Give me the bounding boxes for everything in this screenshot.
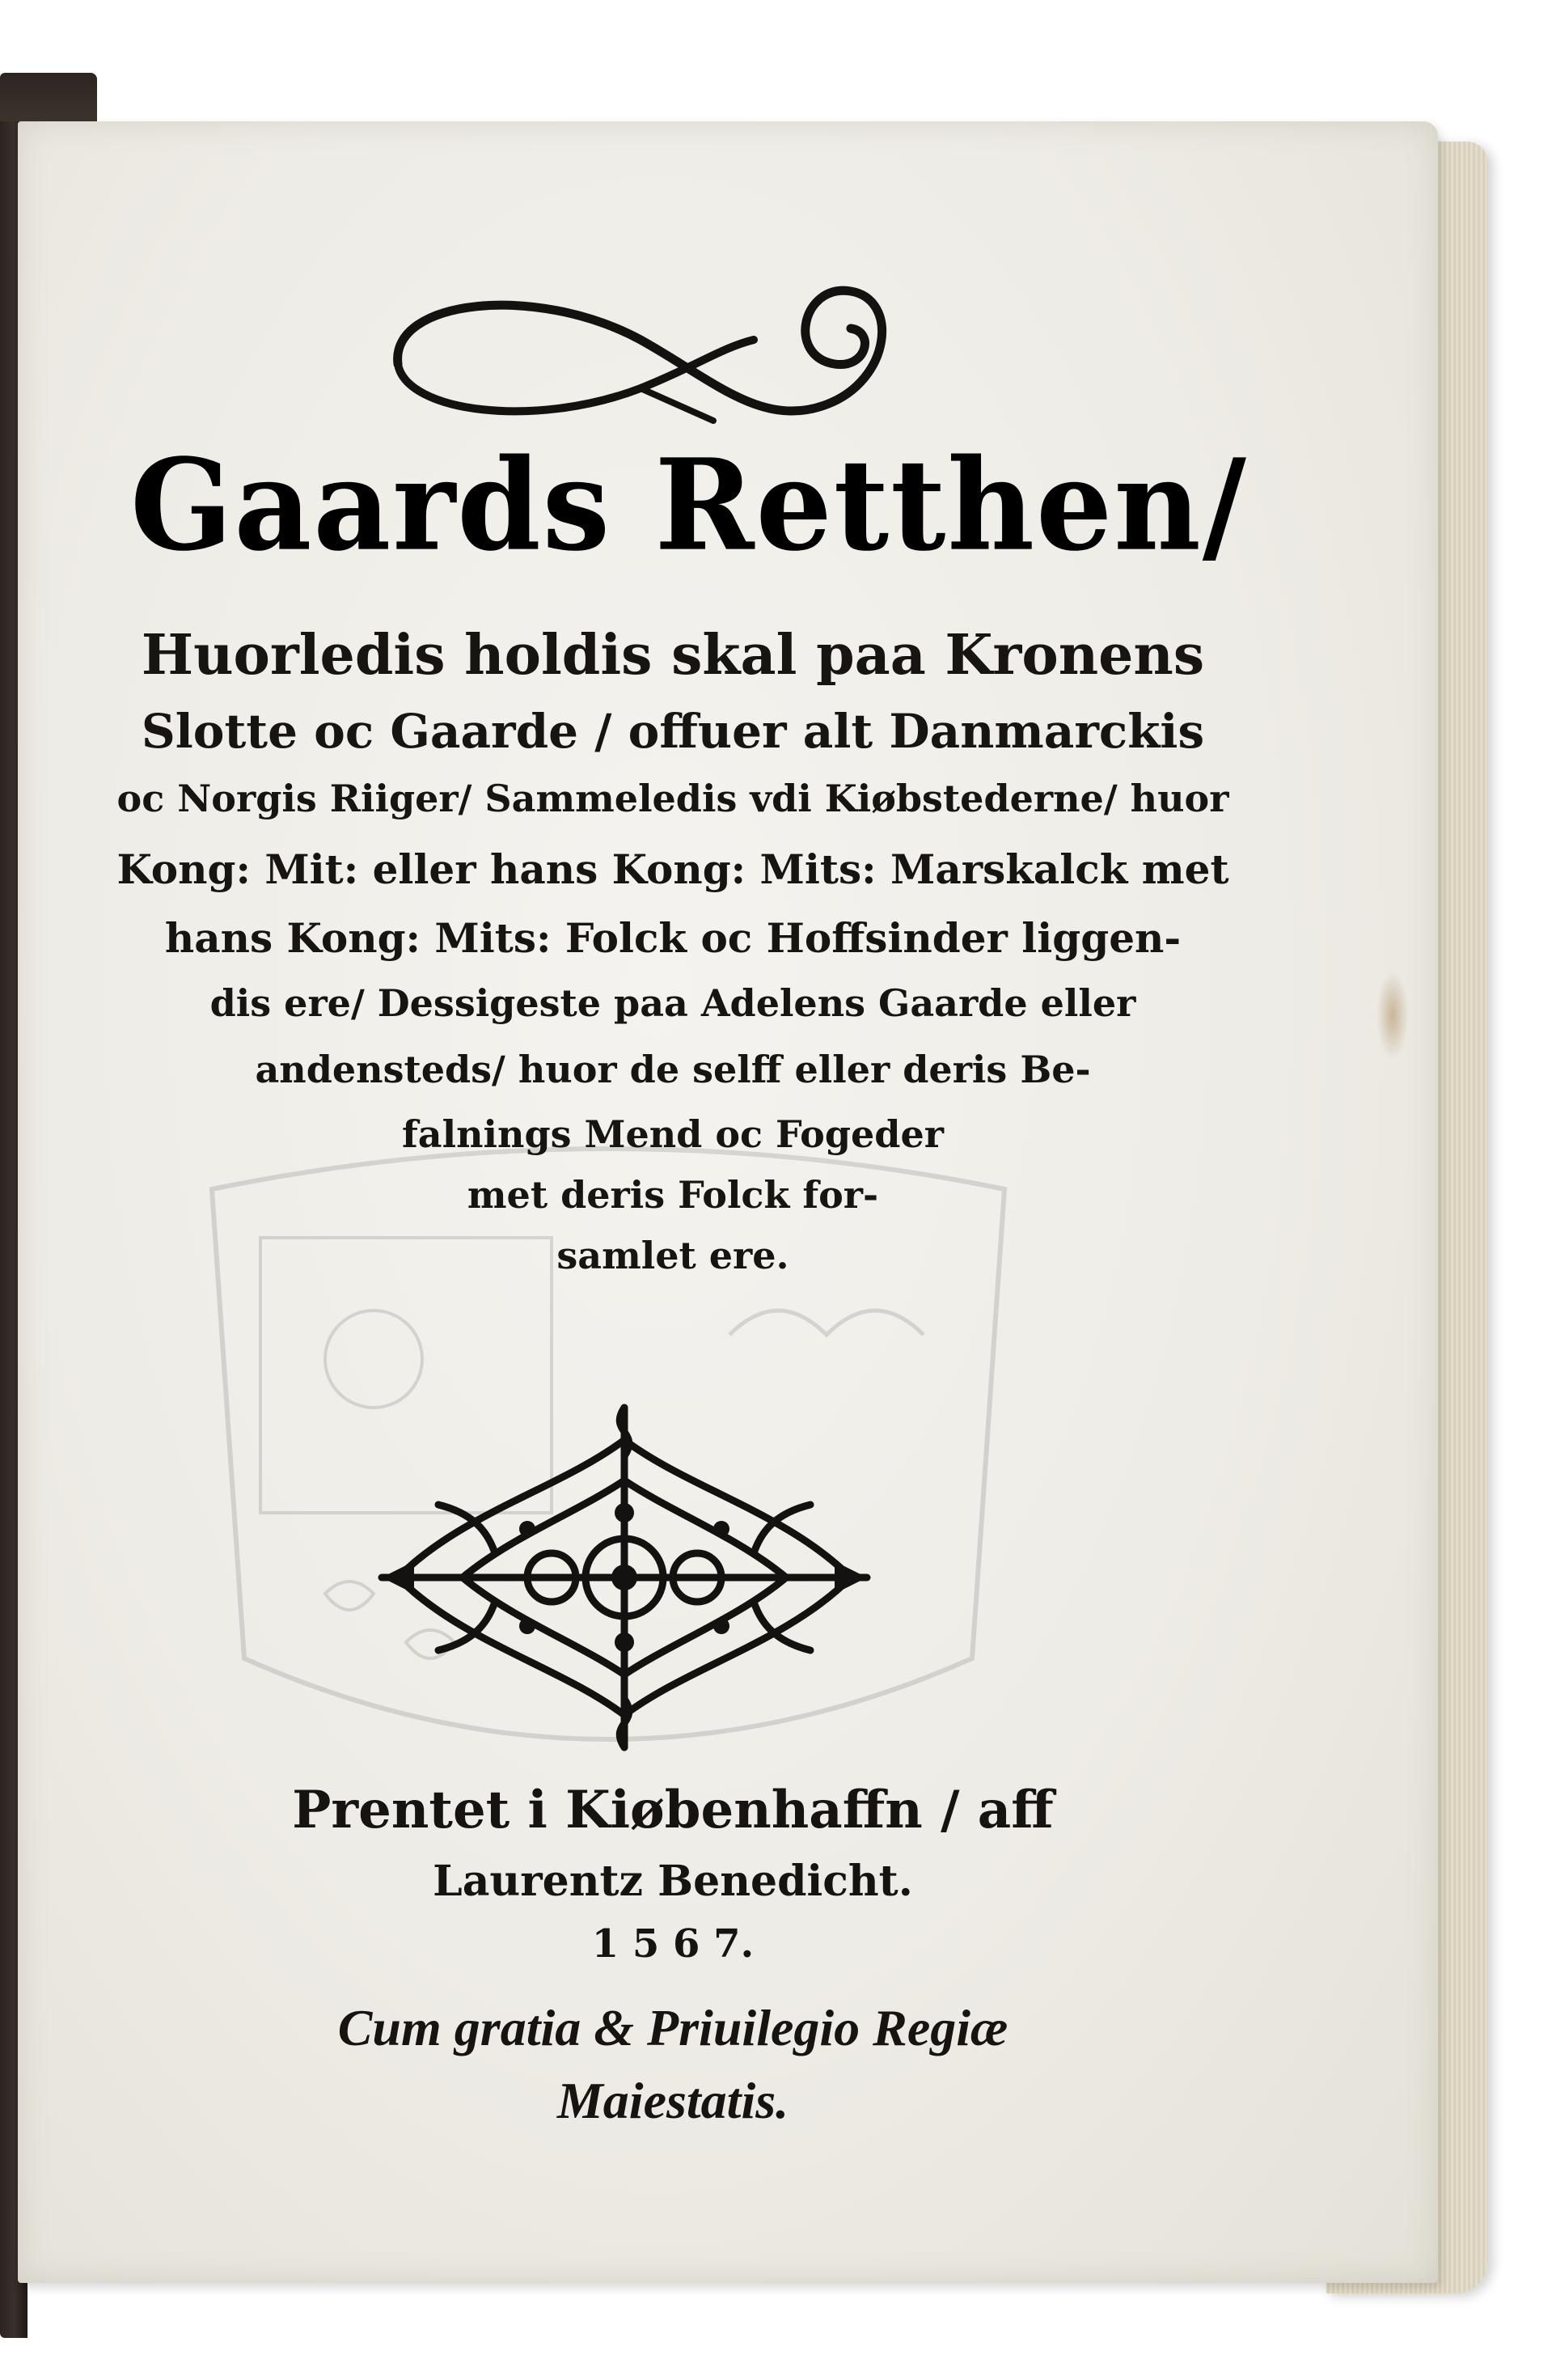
page-stain [1376, 971, 1409, 1060]
privilege-line-1: Cum gratia & Priuilegio Regiæ [337, 1999, 1008, 2056]
body-line-8: falnings Mend oc Fogeder [402, 1112, 944, 1156]
arabesque-ornament-icon [366, 1391, 883, 1764]
body-line-5: hans Kong: Mits: Folck oc Hoffsinder liggen- [164, 914, 1182, 962]
imprint-line-1: Prentet i Kiøbenhaffn / aff [292, 1780, 1054, 1840]
imprint-line-2: Laurentz Benedicht. [433, 1857, 913, 1906]
body-line-10: samlet ere. [556, 1234, 789, 1277]
scroll-flourish-icon [374, 267, 956, 437]
body-line-1: Huorledis holdis skal paa Kronens [141, 623, 1205, 688]
imprint-year: 1 5 6 7. [591, 1921, 755, 1967]
body-line-9: met deris Folck for- [467, 1173, 879, 1217]
body-line-2: Slotte oc Gaarde / offuer alt Danmarckis [141, 704, 1205, 759]
body-line-4: Kong: Mit: eller hans Kong: Mits: Marskalck met [116, 845, 1229, 893]
body-line-7: andensteds/ huor de selff eller deris Be- [255, 1048, 1091, 1091]
privilege-line-2: Maiestatis. [556, 2072, 789, 2129]
binding-top-edge [0, 73, 97, 121]
body-line-3: oc Norgis Riiger/ Sammeledis vdi Kiøbstederne/ huor [116, 777, 1229, 820]
body-line-6: dis ere/ Dessigeste paa Adelens Gaarde eller [209, 981, 1136, 1025]
title-page [18, 121, 1438, 2283]
page-title: Gaards Retthen/ [130, 430, 1248, 579]
